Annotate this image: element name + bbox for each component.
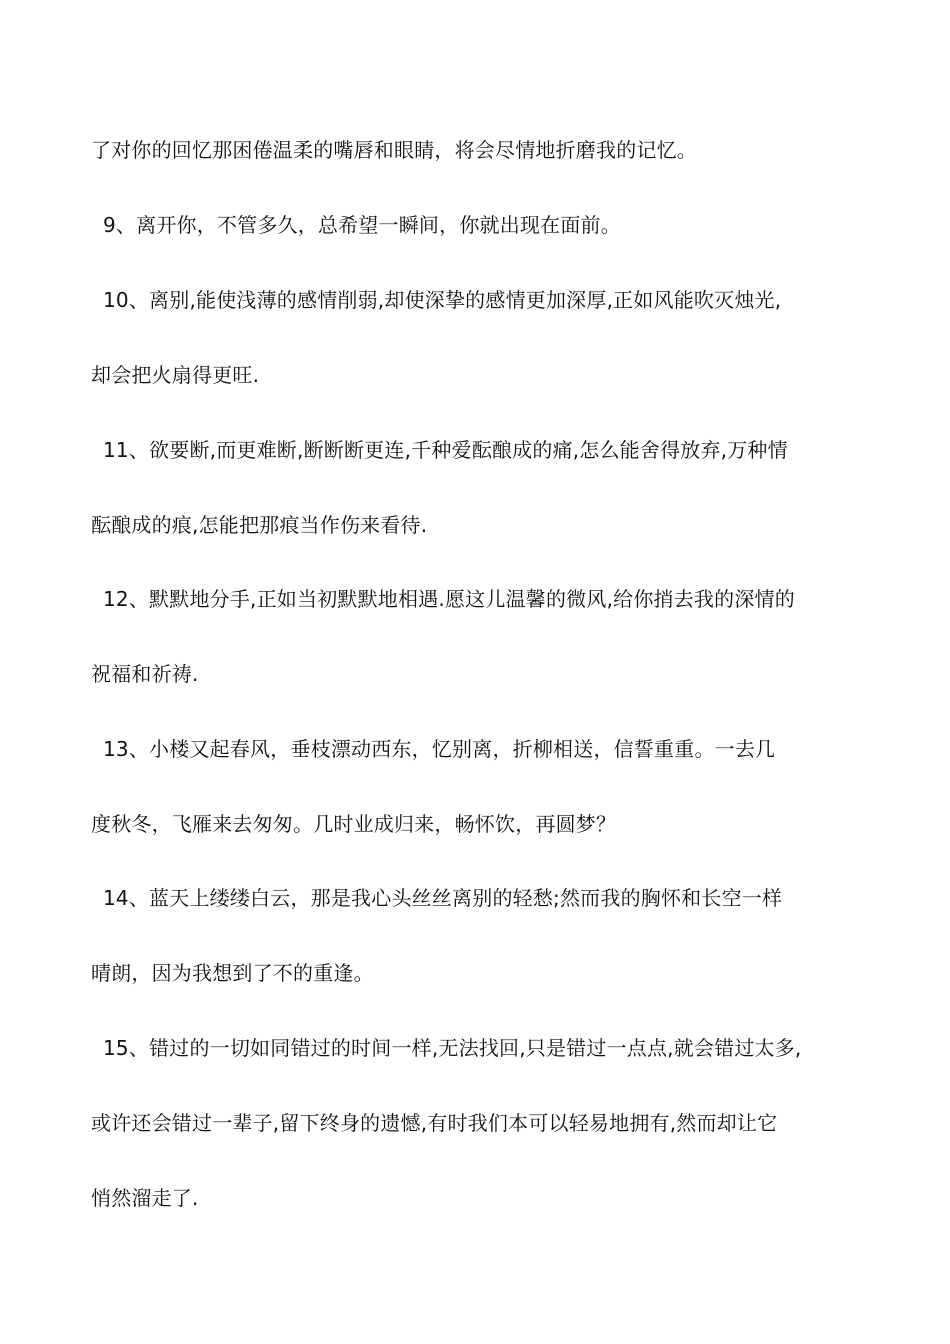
text-line: 13、小楼又起春风，垂枝漂动西东，忆别离，折柳相送，信誓重重。一去几: [103, 737, 776, 761]
text-line: 了对你的回忆那困倦温柔的嘴唇和眼睛，将会尽情地折磨我的记忆。: [91, 138, 697, 162]
text-line: 9、离开你，不管多久，总希望一瞬间，你就出现在面前。: [103, 213, 621, 237]
text-line: 10、离别,能使浅薄的感情削弱,却使深挚的感情更加深厚,正如风能吹灭烛光,: [103, 288, 782, 312]
text-line: 11、欲要断,而更难断,断断断更连,千种爱酝酿成的痛,怎么能舍得放弃,万种情: [103, 438, 788, 462]
text-line: 12、默默地分手,正如当初默默地相遇.愿这儿温馨的微风,给你捎去我的深情的: [103, 587, 795, 611]
text-line: 悄然溜走了.: [91, 1186, 199, 1210]
text-line: 或许还会错过一辈子,留下终身的遗憾,有时我们本可以轻易地拥有,然而却让它: [91, 1111, 778, 1135]
text-line: 度秋冬，飞雁来去匆匆。几时业成归来，畅怀饮，再圆梦？: [91, 812, 617, 836]
text-line: 祝福和祈祷.: [91, 662, 199, 686]
text-line: 却会把火扇得更旺.: [91, 363, 260, 387]
text-line: 15、错过的一切如同错过的时间一样,无法找回,只是错过一点点,就会错过太多,: [103, 1036, 802, 1060]
text-line: 14、蓝天上缕缕白云，那是我心头丝丝离别的轻愁;然而我的胸怀和长空一样: [103, 886, 783, 910]
text-line: 酝酿成的痕,怎能把那痕当作伤来看待.: [91, 513, 428, 537]
text-line: 晴朗，因为我想到了不的重逢。: [91, 961, 374, 985]
